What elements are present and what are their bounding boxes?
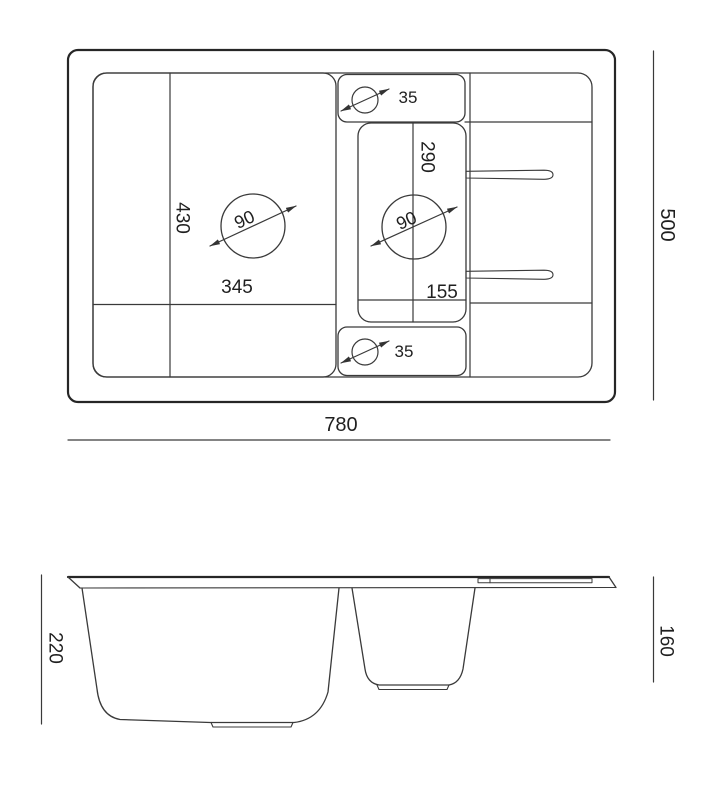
drainer-groove-top [466,170,553,179]
main-bowl-height-label [171,202,192,234]
sink-outer-outline [68,50,615,402]
tap-hole-top-label: 35 [398,88,418,107]
main-drain-diameter-label [231,206,258,233]
svg-text:500: 500 [656,208,678,242]
rim-left-end [68,577,80,588]
svg-text:160: 160 [655,625,677,657]
svg-text:90: 90 [393,207,420,234]
main-bowl-drain-recess [211,723,293,728]
overall-depth-label [656,208,678,241]
drainer-groove-bottom [466,270,553,279]
main-bowl-outline [93,73,336,377]
svg-text:220: 220 [44,632,66,664]
main-bowl-section [82,588,339,723]
half-bowl-drain-recess [377,685,449,690]
rim-right-end [609,577,616,588]
tap-hole-bottom-label: 35 [394,342,414,361]
side-view-group [42,575,677,727]
half-bowl-width-label: 155 [426,282,458,303]
overall-width-label: 780 [324,414,358,436]
drainer-strip-profile [478,579,592,583]
half-bowl-section [352,588,475,685]
svg-text:90: 90 [231,206,258,233]
sink-rim-outline [93,73,592,377]
top-view-group [68,50,678,440]
half-bowl-depth-label [655,625,676,657]
half-drain-diameter-label [393,207,420,234]
svg-text:290: 290 [416,141,438,173]
tap-hole-bottom-diameter-line [341,341,389,363]
tap-hole-top-diameter-line [341,89,389,111]
svg-text:430: 430 [171,202,193,234]
main-bowl-width-label: 345 [221,277,253,298]
main-bowl-depth-label [44,632,65,664]
half-bowl-height-label [416,141,437,173]
rim-bottom-edge [80,588,616,589]
